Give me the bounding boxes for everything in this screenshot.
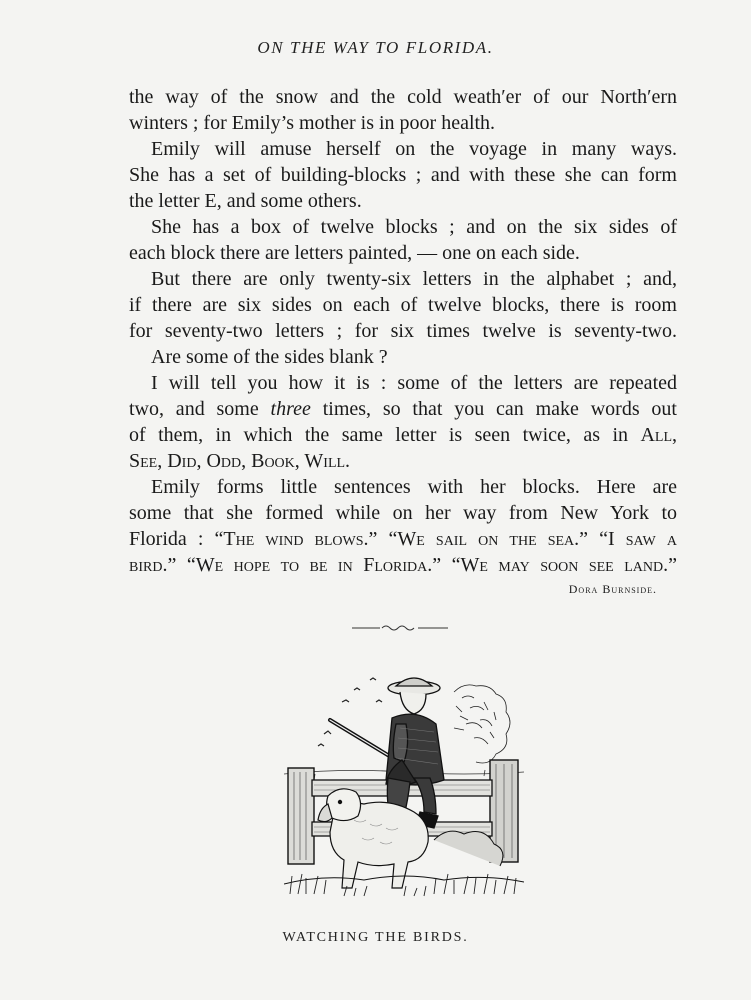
small-caps-run: We may soon see land. <box>460 554 669 576</box>
text-line <box>129 526 677 552</box>
text-run: ” “ <box>368 528 398 550</box>
small-caps-run: We sail on the sea. <box>397 528 580 550</box>
text-line: if there are six sides on each of twelve blocks, there is room <box>129 294 677 316</box>
running-head: ON THE WAY TO FLORIDA. <box>257 38 494 57</box>
text-line <box>129 396 677 422</box>
text-line: See, Did, Odd, Book, Will. <box>129 450 351 472</box>
author-signature: Dora Burnside. <box>568 582 657 596</box>
emphasis-run: three <box>270 398 311 420</box>
text-line: winters ; for Emily’s mother is in poor health. <box>129 112 496 134</box>
text-run: ” “ <box>432 554 461 576</box>
text-run: two, and some <box>129 398 271 420</box>
section-ornament <box>352 622 448 632</box>
text-run: of them, in which the same letter is seen twice, as in <box>129 424 641 446</box>
text-line <box>129 422 677 448</box>
text-run: ” <box>668 554 677 576</box>
small-caps-run: We hope to be in Florida. <box>195 554 433 576</box>
text-line: Emily will amuse herself on the voyage in many ways. <box>151 138 677 160</box>
text-run: ” “ <box>167 554 196 576</box>
text-line: for seventy-two letters ; for six times twelve is seventy-two. <box>129 320 677 342</box>
body-text <box>129 84 677 600</box>
text-line: some that she formed while on her way from New York to <box>129 502 677 524</box>
small-caps-run: I saw a <box>608 528 677 550</box>
text-run: Florida : “ <box>129 528 224 550</box>
small-caps-run: bird. <box>129 554 168 576</box>
small-caps-run: All, <box>640 424 677 446</box>
small-caps-run: The wind blows. <box>223 528 369 550</box>
illustration-caption: WATCHING THE BIRDS. <box>282 930 469 945</box>
text-line: Are some of the sides blank ? <box>151 346 388 368</box>
text-line: Emily forms little sentences with her blocks. Here are <box>151 476 677 498</box>
text-line <box>129 552 677 578</box>
text-line: She has a box of twelve blocks ; and on the six sides of <box>151 216 677 238</box>
text-line: the way of the snow and the cold weath′er of our North′ern <box>129 86 677 108</box>
text-line: I will tell you how it is : some of the letters are repeated <box>151 372 677 394</box>
text-line: But there are only twenty-six letters in the alphabet ; and, <box>151 268 677 290</box>
text-run: ” “ <box>579 528 609 550</box>
boy-on-fence-with-dog-engraving <box>284 662 524 902</box>
text-line: She has a set of building-blocks ; and with these she can form <box>129 164 677 186</box>
text-line: each block there are letters painted, — one on each side. <box>129 242 580 264</box>
text-run: times, so that you can make words out <box>310 398 677 420</box>
text-line: the letter E, and some others. <box>129 190 362 212</box>
